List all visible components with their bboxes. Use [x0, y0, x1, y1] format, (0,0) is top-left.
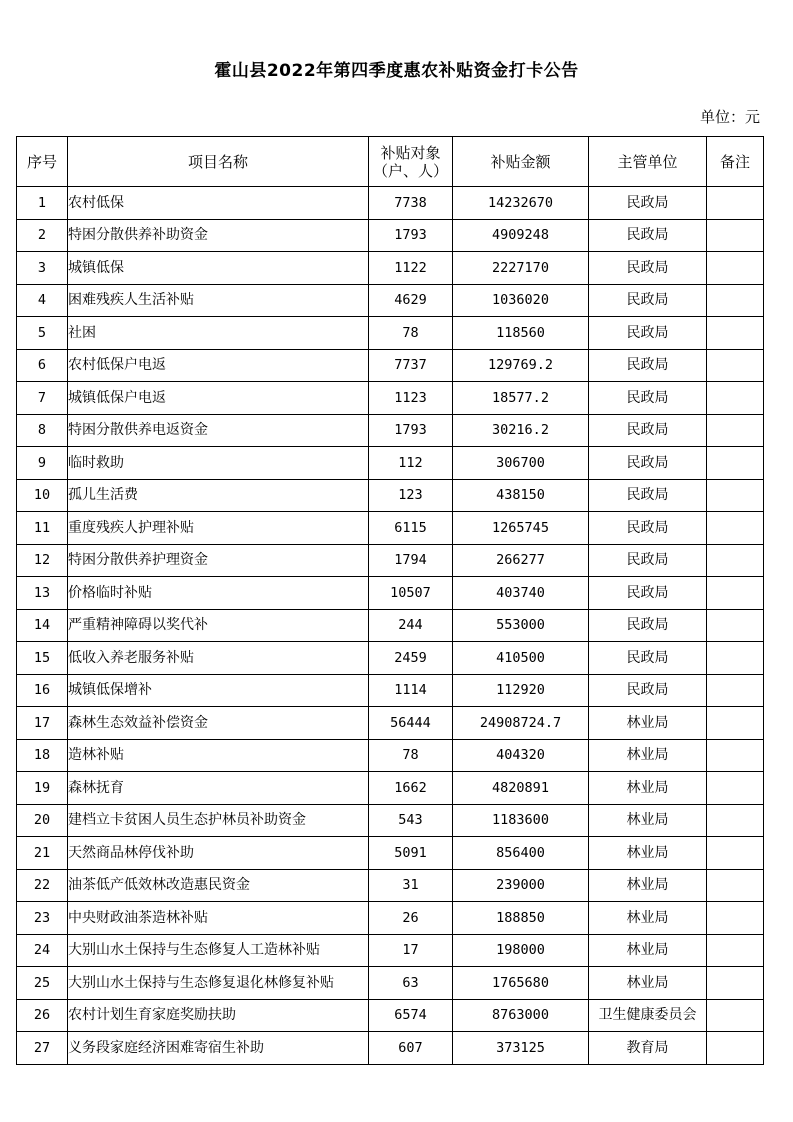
cell-seq: 16: [17, 674, 68, 707]
cell-project-name: 森林抚育: [68, 772, 369, 805]
table-row: [17, 772, 764, 805]
unit-label: 单位：元: [699, 108, 760, 126]
cell-note: [707, 414, 764, 447]
cell-project-name: 农村低保: [68, 187, 369, 220]
cell-amount: 198000: [453, 934, 589, 967]
cell-department: 教育局: [589, 1032, 707, 1065]
cell-count: 7738: [369, 187, 453, 220]
cell-amount: 18577.2: [453, 382, 589, 415]
cell-seq: 24: [17, 934, 68, 967]
cell-department: 林业局: [589, 772, 707, 805]
cell-note: [707, 447, 764, 480]
cell-count: 6115: [369, 512, 453, 545]
cell-count: 244: [369, 609, 453, 642]
cell-project-name: 义务段家庭经济困难寄宿生补助: [68, 1032, 369, 1065]
cell-count: 1793: [369, 414, 453, 447]
cell-count: 56444: [369, 707, 453, 740]
cell-department: 林业局: [589, 837, 707, 870]
cell-note: [707, 934, 764, 967]
cell-department: 民政局: [589, 219, 707, 252]
cell-seq: 18: [17, 739, 68, 772]
cell-seq: 4: [17, 284, 68, 317]
cell-note: [707, 577, 764, 610]
cell-seq: 21: [17, 837, 68, 870]
cell-project-name: 造林补贴: [68, 739, 369, 772]
cell-amount: 24908724.7: [453, 707, 589, 740]
table-row: [17, 869, 764, 902]
cell-note: [707, 772, 764, 805]
cell-department: 民政局: [589, 252, 707, 285]
cell-amount: 266277: [453, 544, 589, 577]
cell-project-name: 油茶低产低效林改造惠民资金: [68, 869, 369, 902]
table-row: [17, 447, 764, 480]
cell-count: 123: [369, 479, 453, 512]
cell-project-name: 特困分散供养电返资金: [68, 414, 369, 447]
column-header-dept: 主管单位: [589, 137, 707, 187]
cell-department: 林业局: [589, 804, 707, 837]
cell-seq: 8: [17, 414, 68, 447]
cell-seq: 22: [17, 869, 68, 902]
cell-project-name: 临时救助: [68, 447, 369, 480]
column-header-note: 备注: [707, 137, 764, 187]
cell-department: 民政局: [589, 577, 707, 610]
table-row: [17, 577, 764, 610]
cell-department: 民政局: [589, 414, 707, 447]
cell-project-name: 价格临时补贴: [68, 577, 369, 610]
cell-project-name: 城镇低保: [68, 252, 369, 285]
cell-count: 112: [369, 447, 453, 480]
cell-amount: 403740: [453, 577, 589, 610]
cell-seq: 20: [17, 804, 68, 837]
cell-seq: 19: [17, 772, 68, 805]
cell-count: 543: [369, 804, 453, 837]
cell-note: [707, 544, 764, 577]
cell-note: [707, 837, 764, 870]
cell-amount: 553000: [453, 609, 589, 642]
cell-project-name: 孤儿生活费: [68, 479, 369, 512]
cell-amount: 410500: [453, 642, 589, 675]
cell-project-name: 农村计划生育家庭奖励扶助: [68, 999, 369, 1032]
cell-note: [707, 707, 764, 740]
table-header: [17, 137, 764, 187]
cell-count: 63: [369, 967, 453, 1000]
cell-count: 1123: [369, 382, 453, 415]
cell-seq: 10: [17, 479, 68, 512]
cell-department: 民政局: [589, 447, 707, 480]
cell-department: 林业局: [589, 967, 707, 1000]
cell-project-name: 大别山水土保持与生态修复退化林修复补贴: [68, 967, 369, 1000]
subsidy-table: [16, 136, 764, 1065]
cell-note: [707, 902, 764, 935]
table-row: [17, 804, 764, 837]
cell-count: 1793: [369, 219, 453, 252]
table-row: [17, 967, 764, 1000]
cell-project-name: 天然商品林停伐补助: [68, 837, 369, 870]
header-row: [17, 137, 764, 187]
cell-count: 607: [369, 1032, 453, 1065]
table-row: [17, 382, 764, 415]
cell-department: 林业局: [589, 902, 707, 935]
cell-count: 78: [369, 317, 453, 350]
cell-department: 民政局: [589, 674, 707, 707]
table-row: [17, 739, 764, 772]
cell-project-name: 特困分散供养补助资金: [68, 219, 369, 252]
cell-department: 民政局: [589, 544, 707, 577]
cell-note: [707, 382, 764, 415]
cell-department: 民政局: [589, 317, 707, 350]
cell-department: 林业局: [589, 934, 707, 967]
cell-amount: 1765680: [453, 967, 589, 1000]
cell-seq: 2: [17, 219, 68, 252]
cell-seq: 25: [17, 967, 68, 1000]
cell-department: 民政局: [589, 479, 707, 512]
cell-department: 民政局: [589, 512, 707, 545]
cell-amount: 8763000: [453, 999, 589, 1032]
cell-project-name: 特困分散供养护理资金: [68, 544, 369, 577]
cell-project-name: 社困: [68, 317, 369, 350]
cell-department: 卫生健康委员会: [589, 999, 707, 1032]
table-row: [17, 349, 764, 382]
cell-amount: 30216.2: [453, 414, 589, 447]
cell-project-name: 低收入养老服务补贴: [68, 642, 369, 675]
cell-count: 1794: [369, 544, 453, 577]
cell-seq: 14: [17, 609, 68, 642]
cell-project-name: 建档立卡贫困人员生态护林员补助资金: [68, 804, 369, 837]
table-row: [17, 1032, 764, 1065]
cell-note: [707, 284, 764, 317]
cell-seq: 26: [17, 999, 68, 1032]
table-row: [17, 544, 764, 577]
table-row: [17, 707, 764, 740]
cell-amount: 4909248: [453, 219, 589, 252]
cell-amount: 188850: [453, 902, 589, 935]
cell-note: [707, 642, 764, 675]
cell-count: 1122: [369, 252, 453, 285]
cell-amount: 118560: [453, 317, 589, 350]
cell-note: [707, 1032, 764, 1065]
table-row: [17, 999, 764, 1032]
cell-note: [707, 609, 764, 642]
table-row: [17, 479, 764, 512]
cell-project-name: 农村低保户电返: [68, 349, 369, 382]
cell-seq: 13: [17, 577, 68, 610]
table-row: [17, 512, 764, 545]
cell-seq: 12: [17, 544, 68, 577]
table-row: [17, 317, 764, 350]
table-row: [17, 642, 764, 675]
cell-project-name: 重度残疾人护理补贴: [68, 512, 369, 545]
cell-seq: 1: [17, 187, 68, 220]
cell-project-name: 严重精神障碍以奖代补: [68, 609, 369, 642]
table-row: [17, 609, 764, 642]
cell-project-name: 城镇低保增补: [68, 674, 369, 707]
table-row: [17, 284, 764, 317]
cell-note: [707, 512, 764, 545]
cell-department: 民政局: [589, 187, 707, 220]
cell-amount: 1265745: [453, 512, 589, 545]
cell-project-name: 大别山水土保持与生态修复人工造林补贴: [68, 934, 369, 967]
cell-department: 民政局: [589, 349, 707, 382]
table-row: [17, 187, 764, 220]
cell-department: 民政局: [589, 284, 707, 317]
cell-amount: 112920: [453, 674, 589, 707]
cell-seq: 15: [17, 642, 68, 675]
cell-count: 7737: [369, 349, 453, 382]
cell-count: 10507: [369, 577, 453, 610]
cell-count: 17: [369, 934, 453, 967]
cell-seq: 9: [17, 447, 68, 480]
cell-note: [707, 317, 764, 350]
cell-amount: 2227170: [453, 252, 589, 285]
cell-project-name: 森林生态效益补偿资金: [68, 707, 369, 740]
cell-note: [707, 349, 764, 382]
table-row: [17, 902, 764, 935]
column-header-seq: 序号: [17, 137, 68, 187]
cell-count: 31: [369, 869, 453, 902]
cell-count: 2459: [369, 642, 453, 675]
cell-count: 4629: [369, 284, 453, 317]
table-row: [17, 934, 764, 967]
page-title: 霍山县2022年第四季度惠农补贴资金打卡公告: [214, 61, 579, 81]
column-header-amount: 补贴金额: [453, 137, 589, 187]
cell-note: [707, 479, 764, 512]
cell-count: 26: [369, 902, 453, 935]
cell-note: [707, 252, 764, 285]
cell-department: 林业局: [589, 869, 707, 902]
cell-amount: 306700: [453, 447, 589, 480]
cell-amount: 14232670: [453, 187, 589, 220]
table-body: [17, 187, 764, 1065]
cell-department: 民政局: [589, 609, 707, 642]
cell-note: [707, 804, 764, 837]
cell-amount: 856400: [453, 837, 589, 870]
cell-department: 民政局: [589, 382, 707, 415]
table-row: [17, 674, 764, 707]
cell-count: 1662: [369, 772, 453, 805]
table-row: [17, 837, 764, 870]
cell-amount: 404320: [453, 739, 589, 772]
cell-project-name: 困难残疾人生活补贴: [68, 284, 369, 317]
cell-count: 5091: [369, 837, 453, 870]
cell-seq: 17: [17, 707, 68, 740]
cell-note: [707, 219, 764, 252]
cell-amount: 1183600: [453, 804, 589, 837]
cell-note: [707, 869, 764, 902]
cell-count: 6574: [369, 999, 453, 1032]
cell-department: 林业局: [589, 739, 707, 772]
cell-seq: 5: [17, 317, 68, 350]
cell-amount: 129769.2: [453, 349, 589, 382]
column-header-count: 补贴对象（户、人）: [369, 137, 453, 187]
cell-department: 林业局: [589, 707, 707, 740]
cell-department: 民政局: [589, 642, 707, 675]
cell-project-name: 中央财政油茶造林补贴: [68, 902, 369, 935]
column-header-name: 项目名称: [68, 137, 369, 187]
cell-note: [707, 674, 764, 707]
cell-note: [707, 999, 764, 1032]
cell-amount: 438150: [453, 479, 589, 512]
table-row: [17, 219, 764, 252]
cell-seq: 6: [17, 349, 68, 382]
cell-seq: 27: [17, 1032, 68, 1065]
cell-project-name: 城镇低保户电返: [68, 382, 369, 415]
cell-note: [707, 187, 764, 220]
cell-note: [707, 967, 764, 1000]
table-row: [17, 252, 764, 285]
cell-seq: 23: [17, 902, 68, 935]
cell-count: 1114: [369, 674, 453, 707]
table-row: [17, 414, 764, 447]
cell-seq: 3: [17, 252, 68, 285]
cell-note: [707, 739, 764, 772]
cell-count: 78: [369, 739, 453, 772]
cell-seq: 11: [17, 512, 68, 545]
cell-amount: 4820891: [453, 772, 589, 805]
cell-amount: 239000: [453, 869, 589, 902]
cell-seq: 7: [17, 382, 68, 415]
cell-amount: 373125: [453, 1032, 589, 1065]
cell-amount: 1036020: [453, 284, 589, 317]
